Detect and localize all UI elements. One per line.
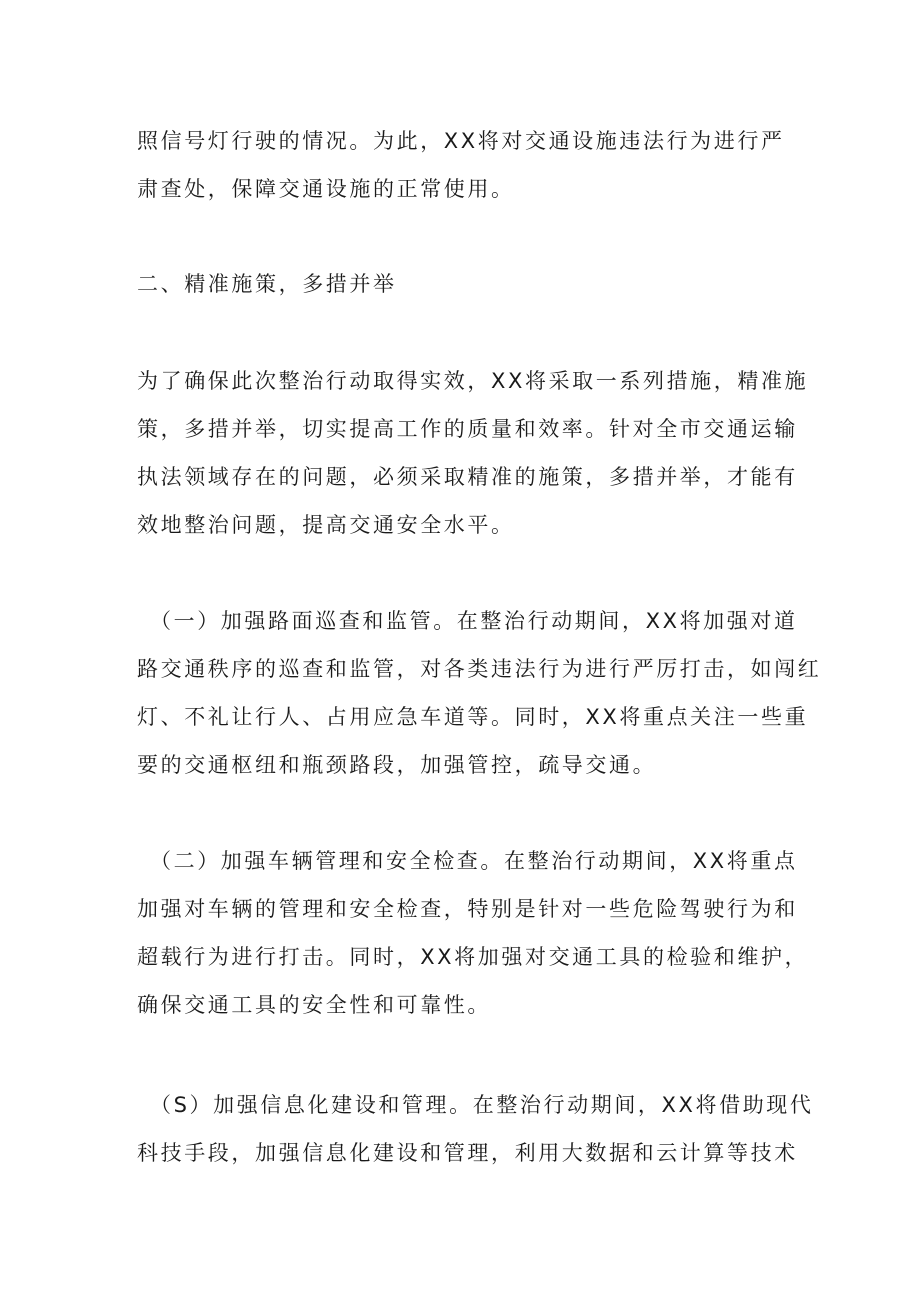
text-line: 路交通秩序的巡查和监管，对各类违法行为进行严厉打击，如闯红 — [137, 657, 822, 681]
text-line: 执法领域存在的问题，必须采取精准的施策，多措并举，才能有 — [137, 465, 798, 489]
section-heading: 二、精准施策，多措并举 — [137, 272, 397, 296]
text-line: 策，多措并举，切实提高工作的质量和效率。针对全市交通运输 — [137, 417, 798, 441]
text-line: 超载行为进行打击。同时，XX将加强对交通工具的检验和维护， — [137, 945, 809, 969]
text-line: 效地整治问题，提高交通安全水平。 — [137, 513, 515, 537]
text-line: 要的交通枢纽和瓶颈路段，加强管控，疏导交通。 — [137, 753, 657, 777]
text-line: （二）加强车辆管理和安全检查。在整治行动期间，XX将重点 — [150, 849, 798, 873]
text-line: （一）加强路面巡查和监管。在整治行动期间，XX将加强对道 — [150, 609, 798, 633]
text-line: 灯、不礼让行人、占用应急车道等。同时，XX将重点关注一些重 — [137, 705, 809, 729]
text-line: 照信号灯行驶的情况。为此，XX将对交通设施违法行为进行严 — [137, 129, 785, 153]
text-line: 肃查处，保障交通设施的正常使用。 — [137, 177, 515, 201]
text-line: （S）加强信息化建设和管理。在整治行动期间，XX将借助现代 — [150, 1093, 814, 1117]
text-line: 科技手段，加强信息化建设和管理，利用大数据和云计算等技术 — [137, 1141, 798, 1165]
text-line: 确保交通工具的安全性和可靠性。 — [137, 993, 491, 1017]
text-line: 加强对车辆的管理和安全检查，特别是针对一些危险驾驶行为和 — [137, 897, 798, 921]
text-line: 为了确保此次整治行动取得实效，XX将采取一系列措施，精准施 — [137, 369, 809, 393]
